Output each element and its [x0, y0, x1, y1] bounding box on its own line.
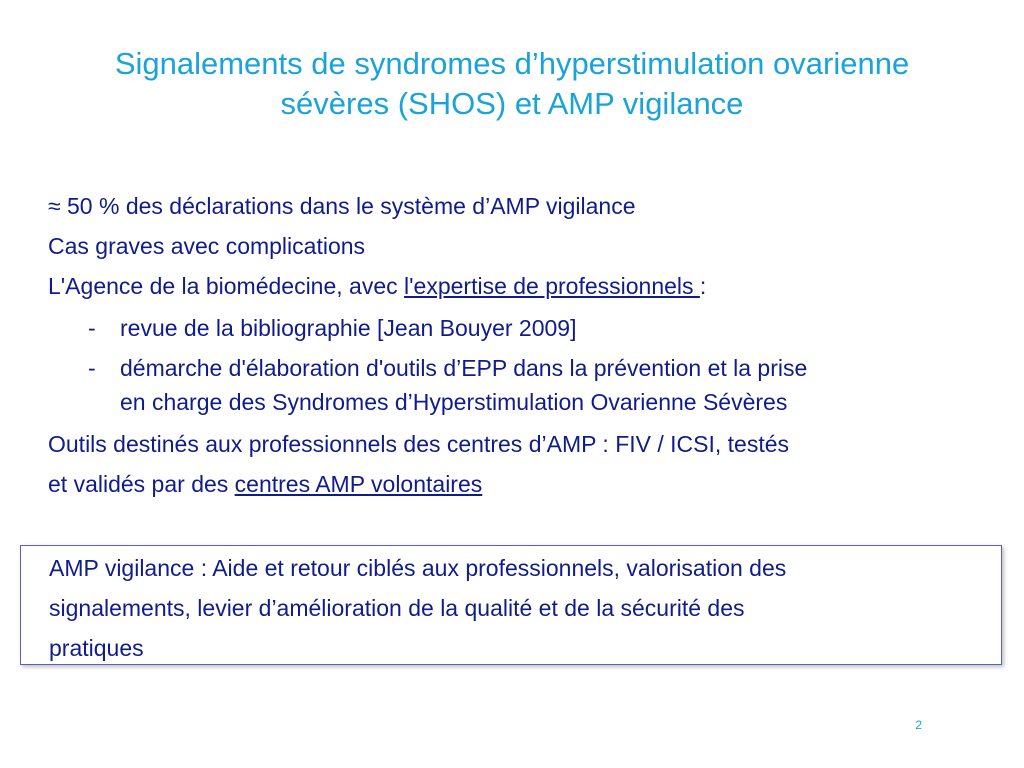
dash-marker: - [88, 355, 96, 381]
sub-bullet-demarche-line-2: en charge des Syndromes d’Hyperstimulation Ovarienne Sévères [120, 389, 788, 415]
bullet-amp-declarations: ≈ 50 % des déclarations dans le système d’AMP vigilance [48, 193, 636, 219]
sub-bullet-bibliographie-text: revue de la bibliographie [Jean Bouyer 2009] [120, 315, 577, 341]
bullet-outils-line-1: Outils destinés aux professionnels des centres d’AMP : FIV / ICSI, testés [48, 431, 790, 457]
bullet-agence-text: L'Agence de la biomédecine, avec [48, 273, 405, 299]
slide-title [40, 44, 984, 124]
centres-amp-link[interactable]: centres AMP volontaires [234, 471, 483, 497]
expertise-link[interactable]: l'expertise de professionnels [404, 273, 700, 299]
sub-bullet-bibliographie [88, 314, 577, 342]
bullet-agence-colon: : [699, 273, 707, 299]
bullet-outils-line-2 [48, 470, 482, 498]
bullet-agence-biomedecine [48, 272, 706, 300]
page-number: 2 [915, 718, 922, 732]
box-line-2: signalements, levier d’amélioration de la qualité et de la sécurité des [49, 595, 745, 621]
box-line-1: AMP vigilance : Aide et retour ciblés aux professionnels, valorisation des [49, 555, 787, 581]
sub-bullet-demarche [88, 354, 807, 382]
title-line-2: sévères (SHOS) et AMP vigilance [280, 86, 744, 121]
title-line-1: Signalements de syndromes d’hyperstimulation ovarienne [114, 46, 910, 81]
amp-vigilance-box [20, 545, 1002, 665]
dash-marker: - [88, 315, 96, 341]
sub-bullet-demarche-line-1: démarche d'élaboration d'outils d’EPP dans la prévention et la prise [120, 355, 808, 381]
box-line-3: pratiques [49, 635, 144, 661]
bullet-outils-text: et validés par des [48, 471, 235, 497]
bullet-severe-cases: Cas graves avec complications [48, 233, 366, 259]
